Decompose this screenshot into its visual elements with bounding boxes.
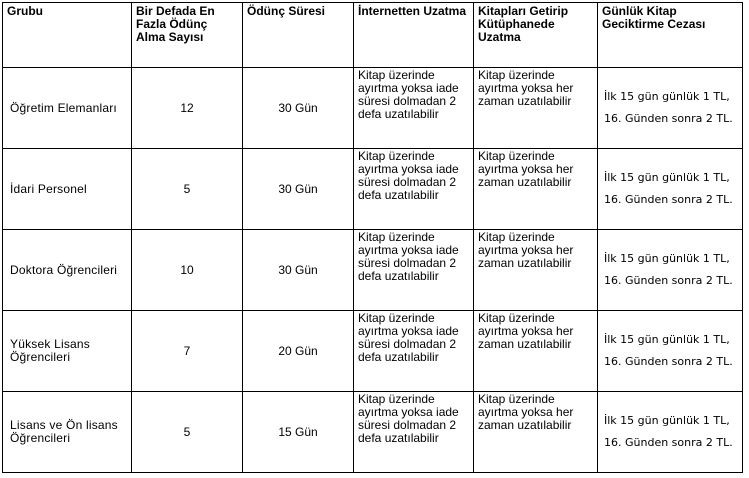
table-row	[3, 311, 743, 392]
fine-cell: İlk 15 gün günlük 1 TL, 16. Günden sonra 2 TL.	[598, 149, 743, 230]
max-loans-cell: 5	[132, 392, 243, 473]
table-row	[3, 149, 743, 230]
header-group: Grubu	[3, 3, 132, 68]
fine-cell: İlk 15 gün günlük 1 TL, 16. Günden sonra 2 TL.	[598, 230, 743, 311]
table-row	[3, 230, 743, 311]
loan-rules-table	[2, 2, 743, 473]
duration-cell: 30 Gün	[243, 149, 354, 230]
online-renewal-cell: Kitap üzerinde ayırtma yoksa iade süresi dolmadan 2 defa uzatılabilir	[354, 68, 474, 149]
library-renewal-cell: Kitap üzerinde ayırtma yoksa her zaman uzatılabilir	[474, 149, 598, 230]
online-renewal-cell: Kitap üzerinde ayırtma yoksa iade süresi dolmadan 2 defa uzatılabilir	[354, 392, 474, 473]
fine-cell: İlk 15 gün günlük 1 TL, 16. Günden sonra 2 TL.	[598, 392, 743, 473]
group-cell: Lisans ve Ön lisans Öğrencileri	[3, 392, 132, 473]
max-loans-cell: 7	[132, 311, 243, 392]
duration-cell: 30 Gün	[243, 68, 354, 149]
max-loans-cell: 5	[132, 149, 243, 230]
group-cell: Öğretim Elemanları	[3, 68, 132, 149]
header-max-loans: Bir Defada En Fazla Ödünç Alma Sayısı	[132, 3, 243, 68]
duration-cell: 30 Gün	[243, 230, 354, 311]
library-renewal-cell: Kitap üzerinde ayırtma yoksa her zaman uzatılabilir	[474, 230, 598, 311]
header-library-renewal: Kitapları Getirip Kütüphanede Uzatma	[474, 3, 598, 68]
max-loans-cell: 10	[132, 230, 243, 311]
table-row	[3, 392, 743, 473]
group-cell: Doktora Öğrencileri	[3, 230, 132, 311]
header-fine: Günlük Kitap Geciktirme Cezası	[598, 3, 743, 68]
table-row	[3, 68, 743, 149]
header-online-renewal: İnternetten Uzatma	[354, 3, 474, 68]
duration-cell: 15 Gün	[243, 392, 354, 473]
max-loans-cell: 12	[132, 68, 243, 149]
header-duration: Ödünç Süresi	[243, 3, 354, 68]
online-renewal-cell: Kitap üzerinde ayırtma yoksa iade süresi dolmadan 2 defa uzatılabilir	[354, 311, 474, 392]
library-renewal-cell: Kitap üzerinde ayırtma yoksa her zaman uzatılabilir	[474, 68, 598, 149]
online-renewal-cell: Kitap üzerinde ayırtma yoksa iade süresi dolmadan 2 defa uzatılabilir	[354, 149, 474, 230]
fine-cell: İlk 15 gün günlük 1 TL, 16. Günden sonra 2 TL.	[598, 68, 743, 149]
library-renewal-cell: Kitap üzerinde ayırtma yoksa her zaman uzatılabilir	[474, 311, 598, 392]
header-row	[3, 3, 743, 68]
group-cell: İdari Personel	[3, 149, 132, 230]
fine-cell: İlk 15 gün günlük 1 TL, 16. Günden sonra 2 TL.	[598, 311, 743, 392]
library-renewal-cell: Kitap üzerinde ayırtma yoksa her zaman uzatılabilir	[474, 392, 598, 473]
group-cell: Yüksek Lisans Öğrencileri	[3, 311, 132, 392]
duration-cell: 20 Gün	[243, 311, 354, 392]
online-renewal-cell: Kitap üzerinde ayırtma yoksa iade süresi dolmadan 2 defa uzatılabilir	[354, 230, 474, 311]
